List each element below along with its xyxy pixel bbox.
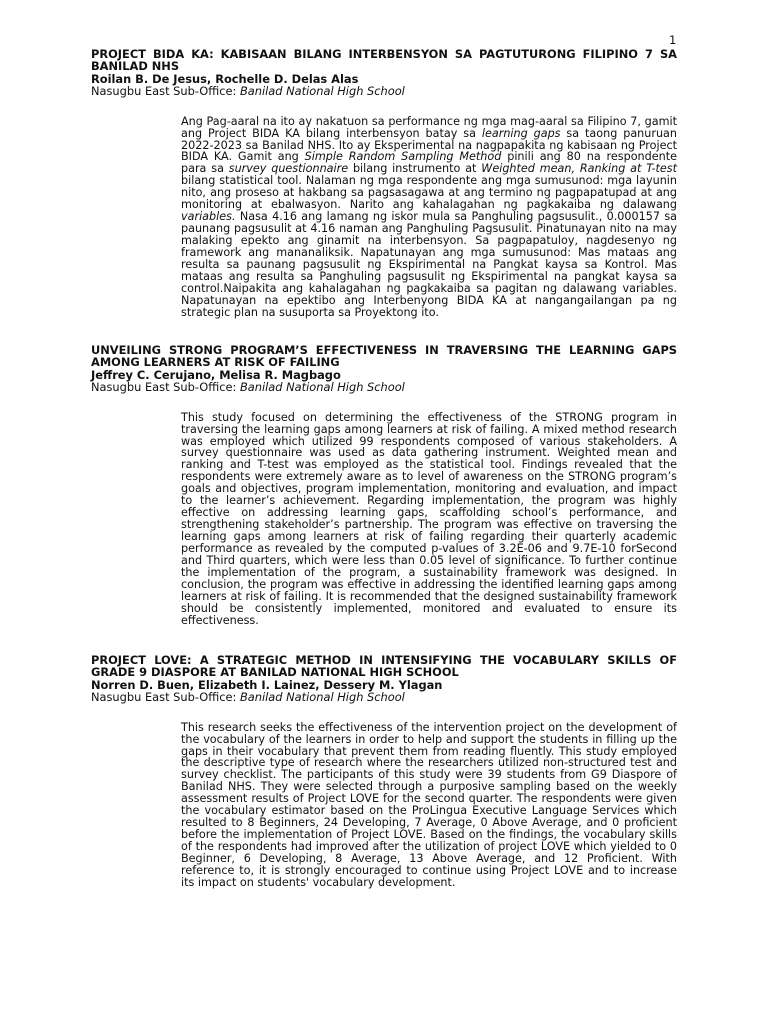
abstract-entry-bida-ka — [91, 48, 677, 319]
abstract-emphasis: Weighted mean, Ranking at T-test — [481, 162, 678, 176]
school-name: Banilad National High School — [239, 690, 405, 705]
abstract-emphasis: survey questionnaire — [228, 162, 349, 176]
entry-authors: Norren D. Buen, Elizabeth I. Lainez, Dessery M. Ylagan — [91, 677, 443, 692]
abstract-text: Nasa 4.16 ang lamang ng iskor mula sa Panghuling pagsusulit., 0.000157 sa paunang pagsusulit at 4.16 naman ang Panghuling Pagsusulit. Pinatunayan nito na may malaking epekto ang ginamit na interbensyon. Sa pagpapatuloy, nagdesenyo ng framework ang mananaliksik. Napatunayan ang mga sumusunod: Mas mataas ang resulta sa paunang pagsusulit ng Ekspirimental na Pangkat kaysa sa Kontrol. Mas mataas ang resulta sa Panghuling pagsusulit ng Ekspirimental na pangkat kaysa sa control.Naipakita ang kahalagahan ng pagkakaiba sa pagitan ng dalawang variables. Napatunayan na epektibo ang Interbenyong BIDA KA at nangangailangan pa ng strategic plan na susuporta sa Proyektong ito. — [181, 210, 677, 319]
abstract-text: sa taong panuruan 2022-2023 sa Banilad NHS. Ito ay Eksperimental na nagpapakita ng kabisaan ng Project BIDA KA. Gamit ang — [181, 126, 677, 164]
page-number: 1 — [669, 33, 677, 47]
office-label: Nasugbu East Sub-Office: — [91, 84, 240, 99]
office-label: Nasugbu East Sub-Office: — [91, 380, 240, 395]
entry-title: PROJECT LOVE: A STRATEGIC METHOD IN INTENSIFYING THE VOCABULARY SKILLS OF GRADE 9 DIASPORE AT BANILAD NATIONAL HIGH SCHOOL — [91, 653, 677, 680]
abstract-text: bilang instrumento at — [348, 162, 482, 176]
entry-title: UNVEILING STRONG PROGRAM’S EFFECTIVENESS IN TRAVERSING THE LEARNING GAPS AMONG LEARNERS AT RISK OF FAILING — [91, 343, 677, 370]
office-label: Nasugbu East Sub-Office: — [91, 690, 240, 705]
entry-office — [91, 381, 677, 393]
school-name: Banilad National High School — [239, 84, 405, 99]
abstract-text: Ang Pag-aaral na ito ay nakatuon sa performance ng mga mag-aaral sa Filipino 7, gamit ang Project BIDA KA bilang interbensyon batay sa — [181, 114, 677, 140]
abstract-emphasis: Simple Random Sampling Method — [304, 150, 502, 164]
entry-abstract — [181, 116, 677, 319]
abstract-emphasis: learning gaps — [481, 126, 561, 140]
abstract-entry-strong-program — [91, 344, 677, 627]
entry-authors: Jeffrey C. Cerujano, Melisa R. Magbago — [91, 367, 341, 382]
entry-office — [91, 691, 677, 703]
school-name: Banilad National High School — [239, 380, 405, 395]
abstract-text: bilang statistical tool. Nalaman ng mga respondente ang mga sumusunod: mga layunin nito, ang proseso at hakbang sa pagsasagawa at ang termino ng pagpapatupad at ang monitoring at ebalwasyon. Narito ang kahalagahan ng pagkakaiba ng dalawang — [181, 174, 677, 212]
abstract-emphasis: variables. — [181, 210, 236, 224]
entry-office — [91, 85, 677, 97]
abstract-text: pinili ang 80 na respondente para sa — [181, 150, 677, 176]
entry-title: PROJECT BIDA KA: KABISAAN BILANG INTERBENSYON SA PAGTUTURONG FILIPINO 7 SA BANILAD NHS — [91, 47, 677, 74]
entry-abstract: This study focused on determining the effectiveness of the STRONG program in traversing the learning gaps among learners at risk of failing. A mixed method research was employed which utilized 99 respondents composed of various stakeholders. A survey questionnaire was used as data gathering instrument. Weighted mean and ranking and T-test was employed as the statistical tool. Findings revealed that the respondents were extremely aware as to level of awareness on the STRONG program’s goals and objectives, program implementation, monitoring and evaluation, and impact to the learner’s achievement. Regarding implementation, the program was highly effective on addressing learning gaps, scaffolding school’s performance, and strengthening stakeholder’s partnership. The program was effective on traversing the learning gaps among learners at risk of failing regarding their quarterly academic performance as revealed by the computed p-values of 3.2E-06 and 9.7E-10 forSecond and Third quarters, which were less than 0.05 level of significance. To further continue the implementation of the program, a sustainability framework was designed. In conclusion, the program was effective in addressing the identified learning gaps among learners at risk of failing. It is recommended that the designed sustainability framework should be consistently implemented, monitored and evaluated to ensure its effectiveness. — [181, 410, 677, 627]
entry-authors: Roilan B. De Jesus, Rochelle D. Delas Alas — [91, 71, 359, 86]
abstract-entry-project-love — [91, 654, 677, 889]
entry-abstract: This research seeks the effectiveness of the intervention project on the development of the vocabulary of the learners in order to help and support the students in filling up the gaps in their vocabulary that prevent them from reading fluently. This study employed the descriptive type of research where the researchers utilized non-structured test and survey checklist. The participants of this study were 39 students from G9 Diaspore of Banilad NHS. They were selected through a purposive sampling based on the weekly assessment results of Project LOVE for the second quarter. The respondents were given the vocabulary estimator based on the ProLingua Executive Language Services which resulted to 8 Beginners, 24 Developing, 7 Average, 0 Above Average, and 0 proficient before the implementation of Project LOVE. Based on the findings, the vocabulary skills of the respondents had improved after the utilization of project LOVE which yielded to 0 Beginner, 6 Developing, 8 Average, 13 Above Average, and 12 Proficient. With reference to, it is strongly encouraged to continue using Project LOVE and to increase its impact on students' vocabulary development. — [181, 720, 677, 890]
